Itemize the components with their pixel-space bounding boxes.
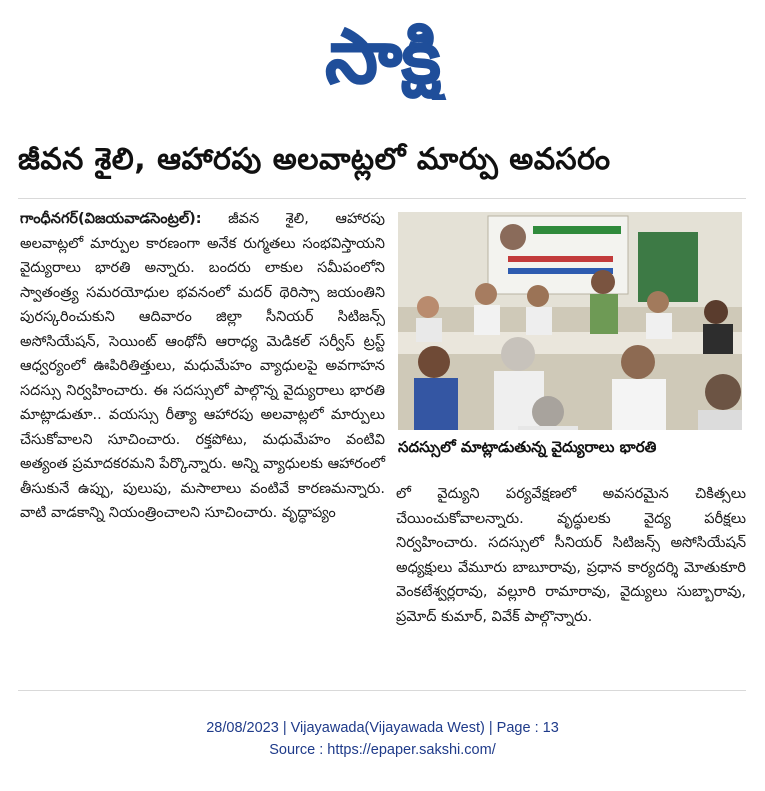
svg-text:సాక్షి: సాక్షి bbox=[325, 14, 440, 100]
article-body-left bbox=[20, 207, 385, 526]
headline-divider bbox=[18, 198, 746, 199]
edition-info: 28/08/2023 | Vijayawada(Vijayawada West) | Page : 13 bbox=[206, 720, 559, 736]
source-link[interactable]: Source : https://epaper.sakshi.com/ bbox=[269, 742, 496, 758]
article-headline: జీవన శైలి, ఆహారపు అలవాట్లలో మార్పు అవసరం bbox=[18, 142, 611, 177]
masthead bbox=[0, 10, 765, 100]
footer-divider bbox=[18, 690, 746, 691]
conference-photo-illustration bbox=[398, 212, 742, 430]
photo-caption: సదస్సులో మాట్లాడుతున్న వైద్యురాలు భారతి bbox=[398, 438, 657, 456]
sakshi-logo bbox=[263, 10, 503, 100]
body-text-left: జీవన శైలి, ఆహారపు అలవాట్లలో మార్పుల కారణంగా అనేక రుగ్మతలు సంభవిస్తాయని వైద్యురాలు భారతి అన్నారు. బందరు లాకుల సమీపంలోని స్వాతంత్ర్య సమరయోధుల భవనంలో మదర్ థెరిస్సా జయంతిని పురస్కరించుకుని ఆదివారం జిల్లా సీనియర్ సిటిజన్స్ అసోసియేషన్, సెయింట్ ఆంథోనీ ఆరాధ్య మెడికల్ సర్వీస్ ట్రస్ట్ ఆధ్వర్యంలో ఊపిరితిత్తులు, మధుమేహం వ్యాధులపై అవగాహన సదస్సు నిర్వహించారు. ఈ సదస్సులో పాల్గొన్న వైద్యురాలు భారతి మాట్లాడుతూ.. వయస్సు రీత్యా ఆహారపు అలవాట్లలో మార్పులు చేసుకోవాలని సూచించారు. రక్తపోటు, మధుమేహం వంటివి అత్యంత ప్రమాదకరమని పేర్కొన్నారు. అన్ని వ్యాధులకు ఆహారంలో తీసుకునే ఉప్పు, పులుపు, మసాలాలు వంటివే కారణమన్నారు. వాటి వాడకాన్ని నియంత్రించాలని సూచించారు. వృద్ధాప్యం bbox=[20, 211, 385, 521]
article-photo bbox=[398, 212, 742, 430]
article-body-right: లో వైద్యుని పర్యవేక్షణలో అవసరమైన చికిత్సలు చేయించుకోవాలన్నారు. వృద్ధులకు వైద్య పరీక్షలు నిర్వహించారు. సదస్సులో సీనియర్ సిటిజన్స్ అసోసియేషన్ అధ్యక్షులు వేమూరు బాబూరావు, ప్రధాన కార్యదర్శి మోతుకూరి వెంకటేశ్వర్లరావు, వల్లూరి రామారావు, వైద్యులు సుబ్బారావు, ప్రమోద్ కుమార్, వివేక్ పాల్గొన్నారు. bbox=[396, 486, 746, 625]
dateline: గాంధీనగర్(విజయవాడసెంట్రల్): bbox=[20, 211, 202, 227]
